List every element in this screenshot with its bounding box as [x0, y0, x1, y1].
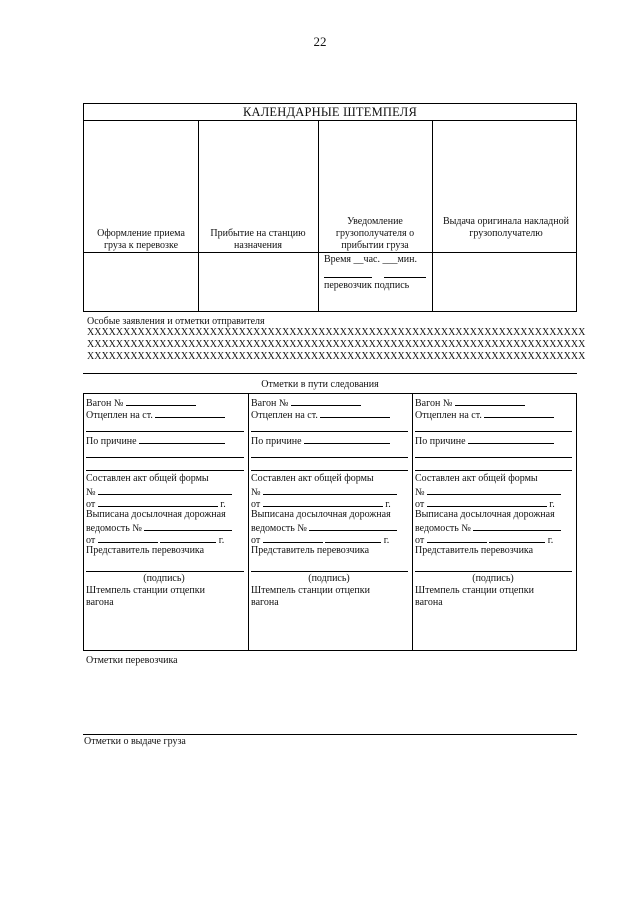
- station-stamp-label-2: вагона: [251, 597, 279, 608]
- signature-label: (подпись): [143, 573, 185, 584]
- carrier-rep-label: Представитель перевозчика: [86, 545, 205, 556]
- signature-label: (подпись): [472, 573, 514, 584]
- special-line-2: XXXXXXXXXXXXXXXXXXXXXXXXXXXXXXXXXXXXXXXXXXXXXXXXXXXXXXXXXXXXXXXXXXXXX: [87, 339, 586, 350]
- carrier-notes-label: Отметки перевозчика: [86, 655, 178, 666]
- sheet-year-label: г.: [547, 535, 554, 546]
- time-label: Время __час. ___мин.: [324, 254, 417, 265]
- reason-label: По причине: [86, 436, 137, 447]
- carrier-signature-label: перевозчик подпись: [324, 280, 410, 291]
- act-number-label: №: [415, 487, 425, 498]
- wagon-label: Вагон №: [251, 398, 289, 409]
- col-arrival: Прибытие на станцию назначения: [210, 228, 306, 251]
- wagon-label: Вагон №: [415, 398, 453, 409]
- act-number-label: №: [251, 487, 261, 498]
- station-stamp-label-1: Штемпель станции отцепки: [86, 585, 205, 596]
- uncoupled-label: Отцеплен на ст.: [415, 410, 482, 421]
- act-date-label: от: [415, 499, 425, 510]
- col-cargo-acceptance: Оформление приема груза к перевозке: [97, 228, 185, 251]
- route-column-2: [249, 394, 412, 650]
- carrier-rep-label: Представитель перевозчика: [415, 545, 534, 556]
- sheet-label-2: ведомость №: [86, 523, 142, 534]
- carrier-rep-label: Представитель перевозчика: [251, 545, 370, 556]
- sheet-label-2: ведомость №: [251, 523, 307, 534]
- reason-label: По причине: [415, 436, 466, 447]
- reason-label: По причине: [251, 436, 302, 447]
- act-date-label: от: [251, 499, 261, 510]
- act-year-label: г.: [549, 499, 555, 510]
- station-stamp-label-2: вагона: [415, 597, 443, 608]
- sheet-date-label: от: [415, 535, 425, 546]
- act-year-label: г.: [385, 499, 391, 510]
- sheet-year-label: г.: [218, 535, 225, 546]
- divider: [83, 373, 577, 374]
- act-date-label: от: [86, 499, 96, 510]
- sheet-label-1: Выписана досылочная дорожная: [251, 509, 391, 520]
- act-label: Составлен акт общей формы: [86, 473, 209, 484]
- act-label: Составлен акт общей формы: [251, 473, 374, 484]
- page-number: 22: [313, 34, 327, 49]
- route-notes-box: [83, 393, 577, 651]
- act-label: Составлен акт общей формы: [415, 473, 538, 484]
- sheet-year-label: г.: [383, 535, 390, 546]
- cargo-issue-notes-label: Отметки о выдаче груза: [84, 736, 186, 747]
- special-line-1: XXXXXXXXXXXXXXXXXXXXXXXXXXXXXXXXXXXXXXXXXXXXXXXXXXXXXXXXXXXXXXXXXXXXX: [87, 327, 586, 338]
- stamps-title: КАЛЕНДАРНЫЕ ШТЕМПЕЛЯ: [84, 104, 576, 121]
- station-stamp-label-2: вагона: [86, 597, 114, 608]
- col-waybill-issue: Выдача оригинала накладной грузополучателю: [443, 216, 569, 239]
- sheet-label-2: ведомость №: [415, 523, 471, 534]
- act-year-label: г.: [220, 499, 226, 510]
- route-column-3: [413, 394, 576, 650]
- station-stamp-label-1: Штемпель станции отцепки: [415, 585, 534, 596]
- station-stamp-label-1: Штемпель станции отцепки: [251, 585, 370, 596]
- uncoupled-label: Отцеплен на ст.: [86, 410, 153, 421]
- uncoupled-label: Отцеплен на ст.: [251, 410, 318, 421]
- col-notification: Уведомление грузополучателя о прибытии груза: [335, 216, 415, 251]
- signature-label: (подпись): [308, 573, 350, 584]
- sheet-date-label: от: [86, 535, 96, 546]
- sheet-label-1: Выписана досылочная дорожная: [415, 509, 555, 520]
- sheet-date-label: от: [251, 535, 261, 546]
- special-statements-label: Особые заявления и отметки отправителя: [87, 316, 265, 327]
- wagon-label: Вагон №: [86, 398, 124, 409]
- route-notes-title: Отметки в пути следования: [261, 379, 379, 390]
- divider-bottom: [83, 734, 577, 735]
- act-number-label: №: [86, 487, 96, 498]
- special-line-3: XXXXXXXXXXXXXXXXXXXXXXXXXXXXXXXXXXXXXXXXXXXXXXXXXXXXXXXXXXXXXXXXXXXXX: [87, 351, 586, 362]
- calendar-stamps-table: [83, 103, 577, 312]
- route-column-1: [84, 394, 248, 650]
- sheet-label-1: Выписана досылочная дорожная: [86, 509, 226, 520]
